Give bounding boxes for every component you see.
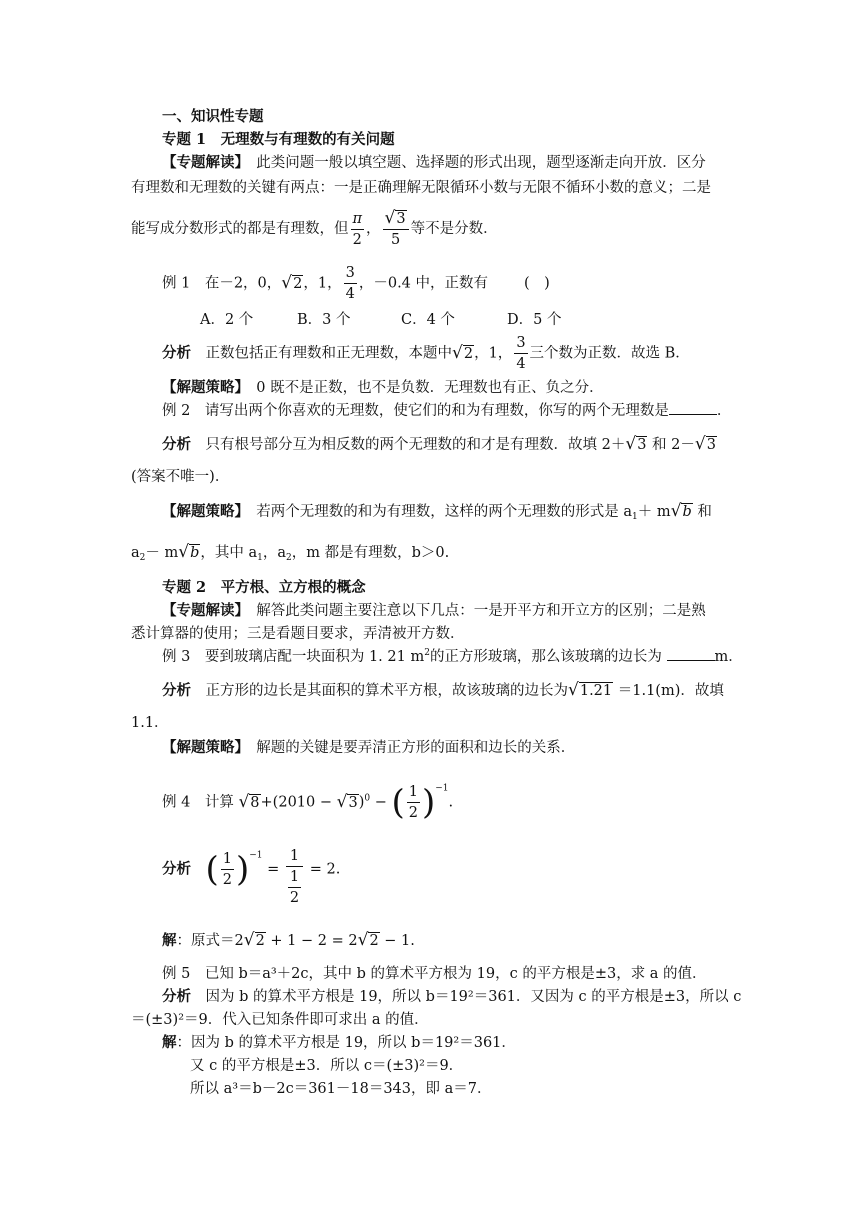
example-5-solution-line3: 所以 a³＝b－2c＝361－18＝343，即 a＝7． <box>190 1081 492 1097</box>
option-b: B．3 个 <box>297 312 351 328</box>
example-5-analysis-line2: ＝(±3)²＝9．代入已知条件即可求出 a 的值． <box>131 1012 429 1028</box>
topic1-intro-line2: 有理数和无理数的关键有两点：一是正确理解无限循环小数与无限不循环小数的意义；二是 <box>131 180 711 196</box>
example-3-analysis: 分析 正方形的边长是其面积的算术平方根，故该玻璃的边长为√1.21 ＝1.1(m)．故填 <box>162 680 724 700</box>
example-5-solution-line2: 又 c 的平方根是±3．所以 c＝(±3)²＝9． <box>190 1058 464 1074</box>
topic1-intro-line3: 能写成分数形式的都是有理数，但 $\frac{\pi}{2}$ ， $\frac{√3}{5}$ 等不是分数． <box>131 208 498 248</box>
topic2-heading: 专题 2 平方根、立方根的概念 <box>162 579 366 596</box>
option-c: C．4 个 <box>401 312 455 328</box>
option-a: A．2 个 <box>200 312 254 328</box>
example-4-analysis: 分析 ( $\frac{1}{2}$ )$^{-1}$ = $\frac{1}{\frac{1}{2}}$ = 2. <box>162 848 341 906</box>
example-2-analysis-end: (答案不唯一)． <box>131 469 230 485</box>
option-d: D．5 个 <box>507 312 562 328</box>
example-3-analysis-end: 1.1． <box>131 715 169 731</box>
example-5: 例 5 已知 b＝a³＋2c，其中 b 的算术平方根为 19，c 的平方根是±3，求 a 的值． <box>162 966 707 982</box>
example-5-solution: 解：因为 b 的算术平方根是 19，所以 b＝19²＝361． <box>162 1034 516 1051</box>
example-4-solution: 解：原式＝2√2 + 1 − 2 = 2√2 − 1. <box>162 930 415 950</box>
example-2-analysis: 分析 只有根号部分互为相反数的两个无理数的和才是有理数．故填 2＋√3 和 2－√3 <box>162 434 716 454</box>
example-3: 例 3 要到玻璃店配一块面积为 1. 21 $m^2$的正方形玻璃，那么该玻璃的边长为 m． <box>162 648 743 665</box>
topic2-intro-line2: 悉计算器的使用；三是看题目要求，弄清被开方数． <box>131 626 465 642</box>
topic2-intro-line1: 【专题解读】 解答此类问题主要注意以下几点：一是开平方和开立方的区别；二是熟 <box>162 602 706 619</box>
example-2: 例 2 请写出两个你喜欢的无理数，使它们的和为有理数，你写的两个无理数是 ． <box>162 403 732 419</box>
section-title: 一、知识性专题 <box>162 108 264 125</box>
strategy-2-line2: $a_2- m√b$，其中 $a_1$，$a_2$，m 都是有理数，b＞0. <box>131 542 450 563</box>
fraction-pi-over-2: $\frac{\pi}{2}$ <box>352 210 363 248</box>
example-1-analysis: 分析 正数包括正有理数和正无理数，本题中√2，1， $\frac{3}{4}$ 三个数为正数．故选 B． <box>162 335 690 372</box>
fraction-sqrt3-over-5: $\frac{√3}{5}$ <box>383 208 409 250</box>
strategy-2: 【解题策略】 若两个无理数的和为有理数，这样的两个无理数的形式是 $a_1+ m√b$ 和 <box>162 501 712 522</box>
topic1-intro-line1: 【专题解读】 此类问题一般以填空题、选择题的形式出现，题型逐渐走向开放．区分 <box>162 154 706 171</box>
example-1: 例 1 在－2，0，√2，1， $\frac{3}{4}$ ，－0.4 中，正数有 ( ) <box>162 265 550 302</box>
strategy-1: 【解题策略】 0 既不是正数，也不是负数．无理数也有正、负之分． <box>162 379 604 396</box>
example-5-analysis: 分析 因为 b 的算术平方根是 19，所以 b＝19²＝361．又因为 c 的平方根是±3，所以 c <box>162 988 742 1005</box>
topic1-heading: 专题 1 无理数与有理数的有关问题 <box>162 131 395 148</box>
strategy-3: 【解题策略】 解题的关键是要弄清正方形的面积和边长的关系． <box>162 739 576 756</box>
example-4: 例 4 计算 $√8+(2010 - √3)^0$ − ( $\frac{1}{2}$ )$^{-1}$. <box>162 782 454 823</box>
